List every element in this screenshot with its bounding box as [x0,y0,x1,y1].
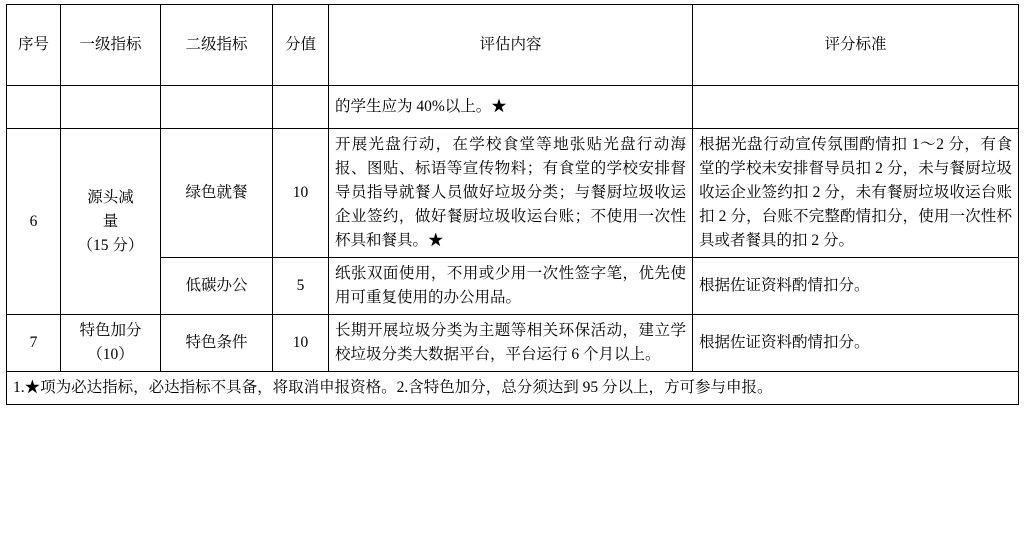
cell-score: 10 [273,315,329,372]
header-cell-level1: 一级指标 [61,5,161,86]
table-row [7,129,1019,258]
table-footer-row [7,372,1019,405]
header-row [7,5,1019,86]
table-body [7,86,1019,405]
header-cell-seq: 序号 [7,5,61,86]
header-cell-content: 评估内容 [329,5,693,86]
cell-seq-empty [7,86,61,129]
header-cell-criteria: 评分标准 [693,5,1019,86]
table-row-fragment [7,86,1019,129]
cell-content-fragment: 的学生应为 40%以上。★ [329,86,693,129]
cell-score-empty [273,86,329,129]
cell-level2: 特色条件 [161,315,273,372]
cell-criteria: 根据佐证资料酌情扣分。 [693,258,1019,315]
cell-content: 纸张双面使用，不用或少用一次性签字笔，优先使用可重复使用的办公用品。 [329,258,693,315]
cell-level1 [61,129,161,315]
cell-criteria-empty [693,86,1019,129]
header-cell-score: 分值 [273,5,329,86]
cell-score: 5 [273,258,329,315]
header-cell-level2: 二级指标 [161,5,273,86]
cell-seq: 7 [7,315,61,372]
cell-level2: 低碳办公 [161,258,273,315]
table-header [7,5,1019,86]
level1-line-2: 量 [102,212,119,230]
cell-criteria: 根据光盘行动宣传氛围酌情扣 1～2 分，有食堂的学校未安排督导员扣 2 分，未与餐厨垃圾收运企业签约扣 2 分，未有餐厨垃圾收运台账扣 2 分，台账不完整酌情扣分，使用一次性杯具或者餐具的扣 2 分。 [693,129,1019,258]
cell-content: 长期开展垃圾分类为主题等相关环保活动，建立学校垃圾分类大数据平台，平台运行 6 个月以上。 [329,315,693,372]
cell-level1-empty [61,86,161,129]
cell-level1: 特色加分（10） [61,315,161,372]
table-row [7,315,1019,372]
level1-line-3: （15 分） [77,236,144,254]
evaluation-table [6,4,1019,405]
cell-seq: 6 [7,129,61,315]
cell-level2-empty [161,86,273,129]
cell-score: 10 [273,129,329,258]
level1-line-1: 源头减 [87,188,134,206]
footer-note: 1.★项为必达指标，必达指标不具备，将取消申报资格。2.含特色加分，总分须达到 95 分以上，方可参与申报。 [7,372,1019,405]
cell-level2: 绿色就餐 [161,129,273,258]
cell-content: 开展光盘行动，在学校食堂等地张贴光盘行动海报、图贴、标语等宣传物料；有食堂的学校安排督导员指导就餐人员做好垃圾分类；与餐厨垃圾收运企业签约，做好餐厨垃圾收运台账；不使用一次性杯具和餐具。★ [329,129,693,258]
cell-criteria: 根据佐证资料酌情扣分。 [693,315,1019,372]
